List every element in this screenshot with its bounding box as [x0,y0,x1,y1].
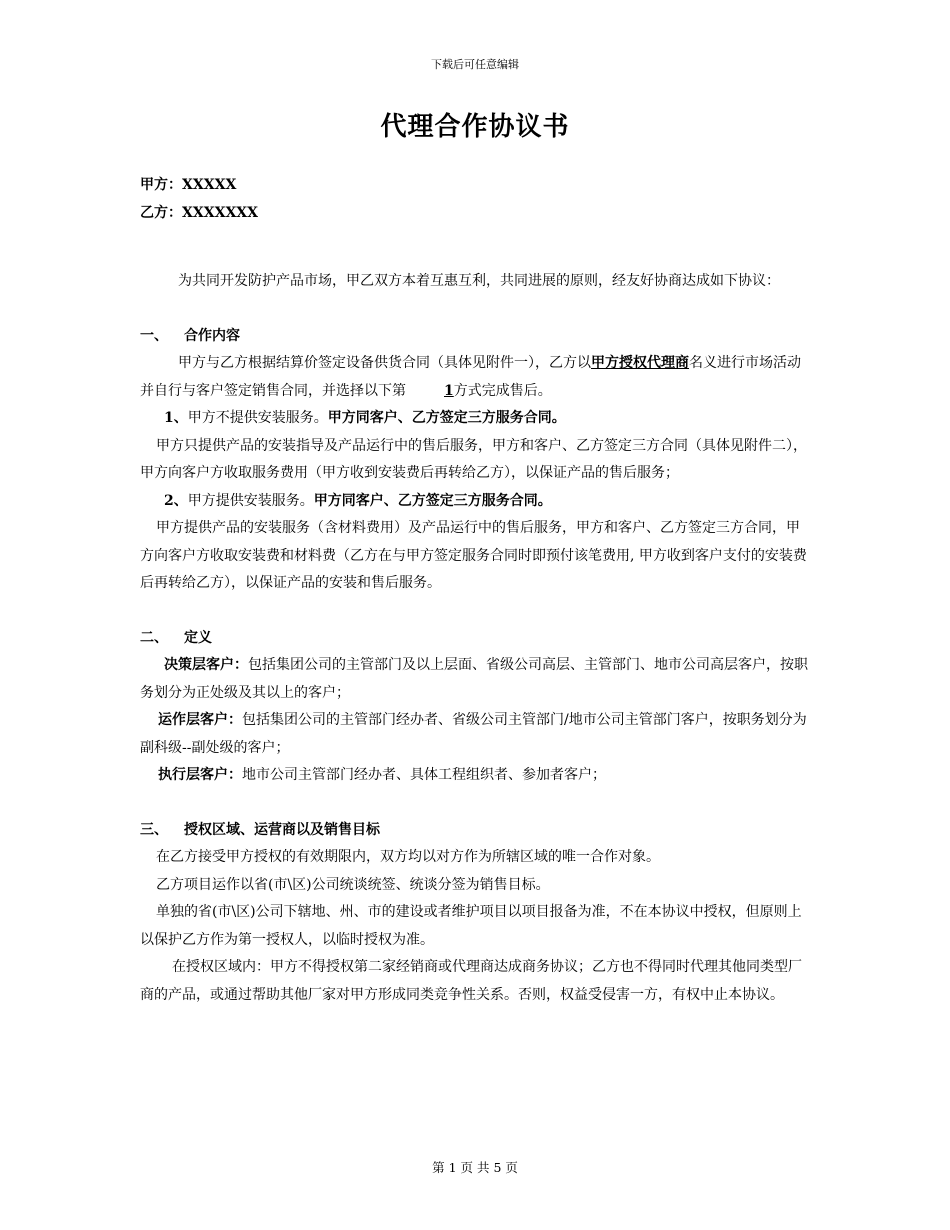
definition-text: 包括集团公司的主管部门及以上层面、省级公司高层、主管部门、地市公司高层客户，按职务划分为正处级及其以上的客户； [140,657,808,701]
bold-text: 甲方同客户、乙方签定三方服务合同。 [327,410,566,426]
intro-paragraph: 为共同开发防护产品市场，甲乙双方本着互惠互利，共同进展的原则，经友好协商达成如下协议： [178,273,780,289]
definition-operation-layer [140,707,812,762]
option-choice: 1 [444,382,454,399]
section-title: 授权区域、运营商以及销售目标 [184,821,380,838]
section-number: 一、 [140,327,168,344]
section-1-heading [140,323,812,351]
section-2-heading [140,625,812,653]
option-1-heading [140,405,812,433]
option-2-heading [140,488,812,516]
text-run: 甲方不提供安装服务。 [187,410,328,426]
definition-decision-layer [140,652,812,707]
definition-text: 地市公司主管部门经办者、具体工程组织者、参加者客户； [242,767,606,783]
section-3-paragraph-1: 在乙方接受甲方授权的有效期限内，双方均以对方作为所辖区域的唯一合作对象。 [156,849,660,865]
section-title: 合作内容 [184,327,240,344]
section-title: 定义 [184,629,212,646]
section-number: 三、 [140,821,168,838]
option-number: 1、 [164,410,188,426]
section-3-heading [140,817,812,845]
bold-text: 甲方同客户、乙方签定三方服务合同。 [313,492,552,509]
definition-text: 包括集团公司的主管部门经办者、省级公司主管部门/地市公司主管部门客户，按职务划分为副科级--副处级的客户； [140,712,807,756]
authorized-agent-text: 甲方授权代理商 [591,355,689,371]
page-header: 下载后可任意编辑 [431,58,519,71]
document-body [140,172,812,1009]
option-2-description: 甲方提供产品的安装服务（含材料费用）及产品运行中的售后服务，甲方和客户、乙方签定三方合同，甲方向客户方收取安装费和材料费（乙方在与甲方签定服务合同时即预付该笔费用, 甲方收到客户支付的安装费后再转给乙方），以保证产品的安装和售后服务。 [140,520,807,591]
definition-term: 决策层客户： [164,657,248,673]
option-1-description: 甲方只提供产品的安装指导及产品运行中的售后服务，甲方和客户、乙方签定三方合同（具体见附件二），甲方向客户方收取服务费用（甲方收到安装费后再转给乙方），以保证产品的售后服务； [140,437,807,481]
party-a: 甲方：XXXXX [140,177,237,193]
document-title: 代理合作协议书 [380,112,570,142]
text-run: 名义进行市场活动并自行与客户签定销售合同，并选择以下第 [140,355,801,399]
section-number: 二、 [140,629,168,646]
section-1-paragraph [140,350,812,405]
definition-term: 运作层客户： [158,712,242,728]
section-3-paragraph-4: 在授权区域内：甲方不得授权第二家经销商或代理商达成商务协议；乙方也不得同时代理其他同类型厂商的产品，或通过帮助其他厂家对甲方形成同类竞争性关系。否则，权益受侵害一方，有权中止本协议。 [140,959,802,1003]
option-number: 2、 [164,492,188,509]
text-run: 甲方与乙方根据结算价签定设备供货合同（具体见附件一），乙方以 [178,355,591,371]
text-run: 方式完成售后。 [453,382,552,399]
page-footer: 第 1 页 共 5 页 [432,1160,518,1175]
text-run: 甲方提供安装服务。 [187,492,314,509]
section-3-paragraph-2: 乙方项目运作以省(市\区)公司统谈统签、统谈分签为销售目标。 [156,876,550,893]
definition-execution-layer [140,762,812,790]
party-b: 乙方：XXXXXXX [140,204,259,221]
definition-term: 执行层客户： [158,767,242,783]
section-3-paragraph-3: 单独的省(市\区)公司下辖地、州、市的建设或者维护项目以项目报备为准，不在本协议中授权，但原则上以保护乙方作为第一授权人，以临时授权为准。 [140,904,802,948]
